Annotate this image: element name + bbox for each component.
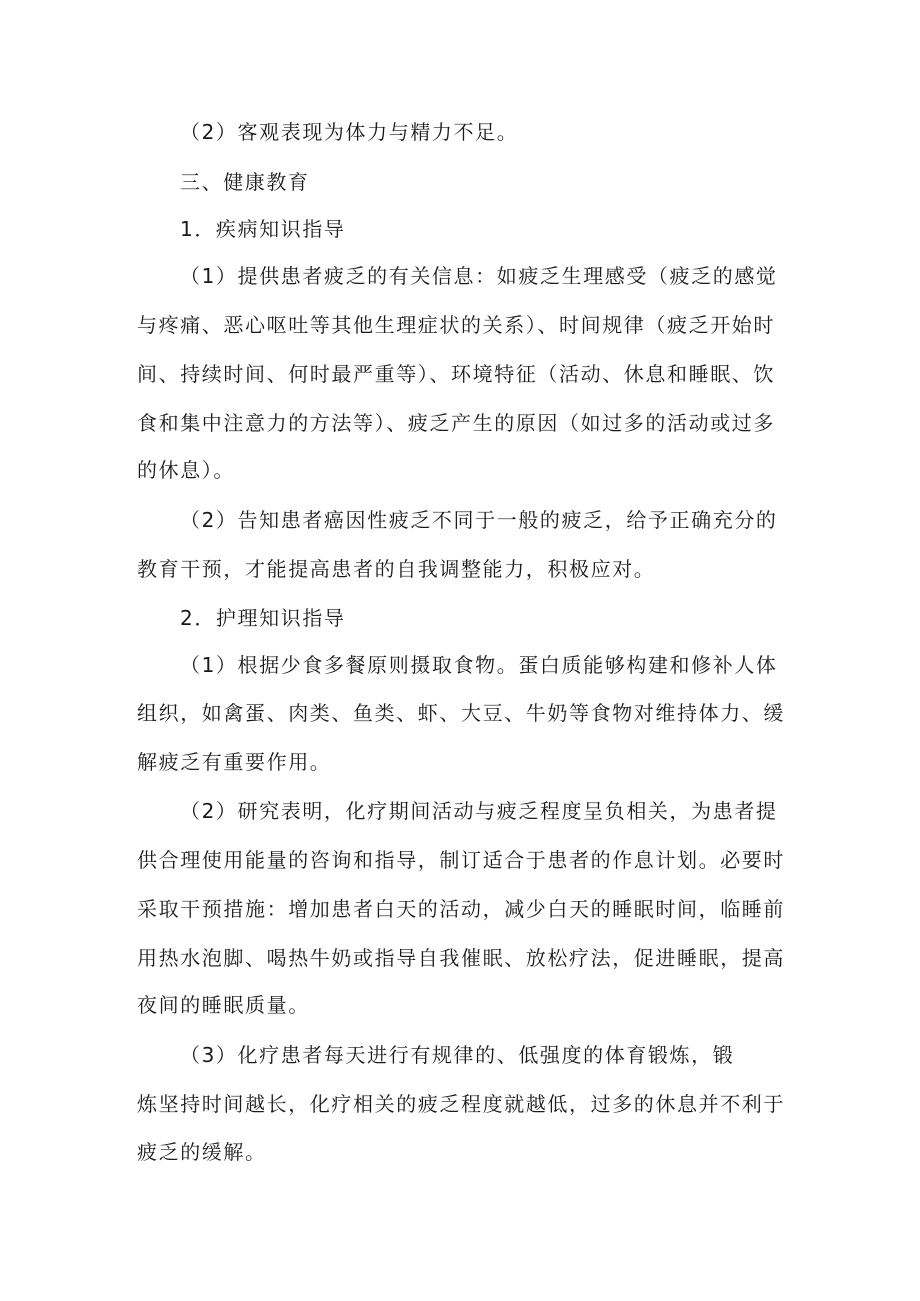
- paragraph-line: （3）化疗患者每天进行有规律的、低强度的体育锻炼，锻: [180, 1043, 735, 1067]
- paragraph-line: （2）告知患者癌因性疲乏不同于一般的疲乏，给予正确充分的: [180, 508, 778, 532]
- subsection-heading: 1．疾病知识指导: [180, 217, 346, 241]
- subsection-heading: 2．护理知识指导: [180, 606, 346, 630]
- paragraph-line: （1）提供患者疲乏的有关信息：如疲乏生理感受（疲乏的感觉: [180, 264, 778, 288]
- paragraph-line: 教育干预，才能提高患者的自我调整能力，积极应对。: [137, 557, 656, 581]
- paragraph-line: 采取干预措施：增加患者白天的活动，减少白天的睡眠时间，临睡前: [137, 897, 785, 921]
- paragraph-line: （2）客观表现为体力与精力不足。: [180, 120, 519, 144]
- paragraph-line: 用热水泡脚、喝热牛奶或指导自我催眠、放松疗法，促进睡眠，提高: [137, 946, 785, 970]
- paragraph-line: （1）根据少食多餐原则摄取食物。蛋白质能够构建和修补人体: [180, 653, 778, 677]
- paragraph-line: 与疼痛、恶心呕吐等其他生理症状的关系）、时间规律（疲乏开始时: [137, 313, 775, 337]
- paragraph-line: 疲乏的缓解。: [137, 1140, 267, 1164]
- section-heading: 三、健康教育: [180, 170, 310, 194]
- paragraph-line: 供合理使用能量的咨询和指导，制订适合于患者的作息计划。必要时: [137, 848, 785, 872]
- paragraph-line: 炼坚持时间越长，化疗相关的疲乏程度就越低，过多的休息并不利于: [137, 1092, 785, 1116]
- paragraph-line: 夜间的睡眠质量。: [137, 993, 310, 1017]
- paragraph-line: 食和集中注意力的方法等）、疲乏产生的原因（如过多的活动或过多: [137, 411, 775, 435]
- paragraph-line: 解疲乏有重要作用。: [137, 750, 332, 774]
- paragraph-line: 的休息）。: [137, 458, 235, 482]
- paragraph-line: 间、持续时间、何时最严重等）、环境特征（活动、休息和睡眠、饮: [137, 362, 775, 386]
- paragraph-line: 组织，如禽蛋、肉类、鱼类、虾、大豆、牛奶等食物对维持体力、缓: [137, 701, 785, 725]
- paragraph-line: （2）研究表明，化疗期间活动与疲乏程度呈负相关，为患者提: [180, 799, 778, 823]
